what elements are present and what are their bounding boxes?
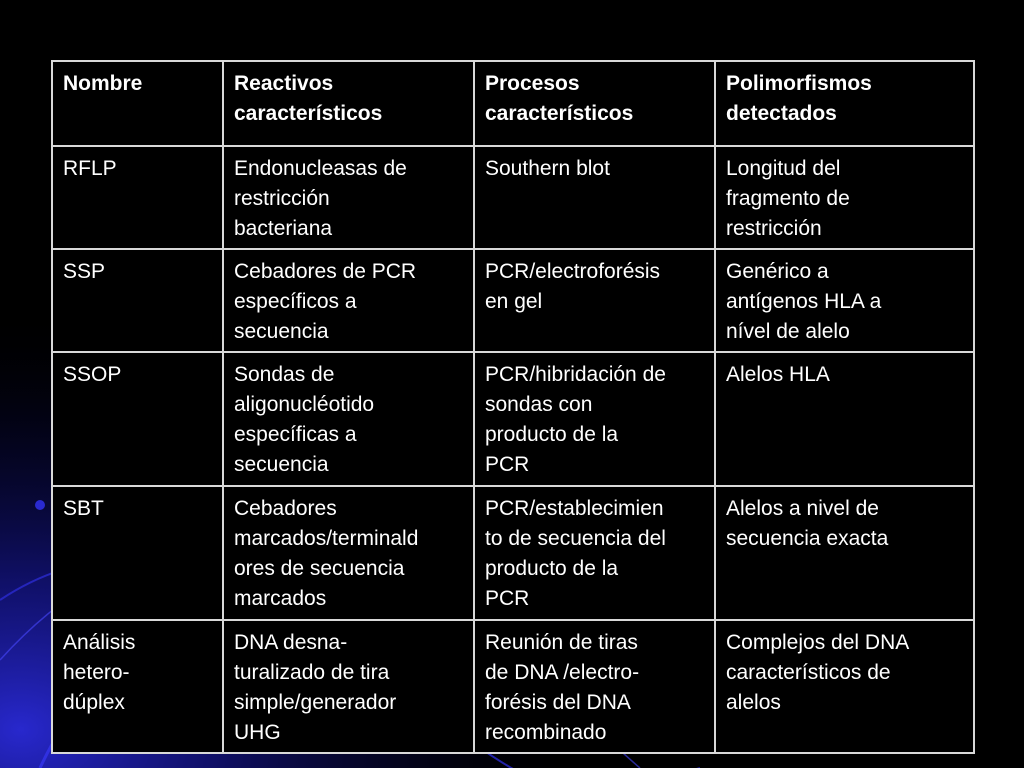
table-cell: DNA desna- turalizado de tira simple/generador UHG [223, 620, 474, 753]
table-header-row [52, 61, 974, 146]
table-cell: Análisis hetero- dúplex [52, 620, 223, 753]
orb [35, 500, 45, 510]
header-cell-procesos: Procesos característicos [474, 61, 715, 146]
table-cell: SBT [52, 486, 223, 620]
header-cell-nombre: Nombre [52, 61, 223, 146]
header-cell-reactivos: Reactivos característicos [223, 61, 474, 146]
table-cell: Genérico a antígenos HLA a nível de alelo [715, 249, 974, 352]
table-row [52, 352, 974, 486]
table-cell: Sondas de aligonucléotido específicas a secuencia [223, 352, 474, 486]
header-cell-polimorfismos: Polimorfismos detectados [715, 61, 974, 146]
table-cell: Alelos HLA [715, 352, 974, 486]
table-cell: Cebadores marcados/terminald ores de secuencia marcados [223, 486, 474, 620]
table-row [52, 620, 974, 753]
table-cell: SSOP [52, 352, 223, 486]
table-cell: Endonucleasas de restricción bacteriana [223, 146, 474, 249]
table-cell: PCR/establecimien to de secuencia del producto de la PCR [474, 486, 715, 620]
table-cell: Cebadores de PCR específicos a secuencia [223, 249, 474, 352]
table-cell: Complejos del DNA característicos de alelos [715, 620, 974, 753]
table-row [52, 249, 974, 352]
comparison-table [51, 60, 975, 754]
table-cell: PCR/hibridación de sondas con producto de la PCR [474, 352, 715, 486]
table-row [52, 486, 974, 620]
table-cell: SSP [52, 249, 223, 352]
table-cell: Alelos a nivel de secuencia exacta [715, 486, 974, 620]
table-cell: RFLP [52, 146, 223, 249]
table-cell: PCR/electroforésis en gel [474, 249, 715, 352]
table-row [52, 146, 974, 249]
table-cell: Reunión de tiras de DNA /electro- forésis del DNA recombinado [474, 620, 715, 753]
table-cell: Southern blot [474, 146, 715, 249]
table-cell: Longitud del fragmento de restricción [715, 146, 974, 249]
